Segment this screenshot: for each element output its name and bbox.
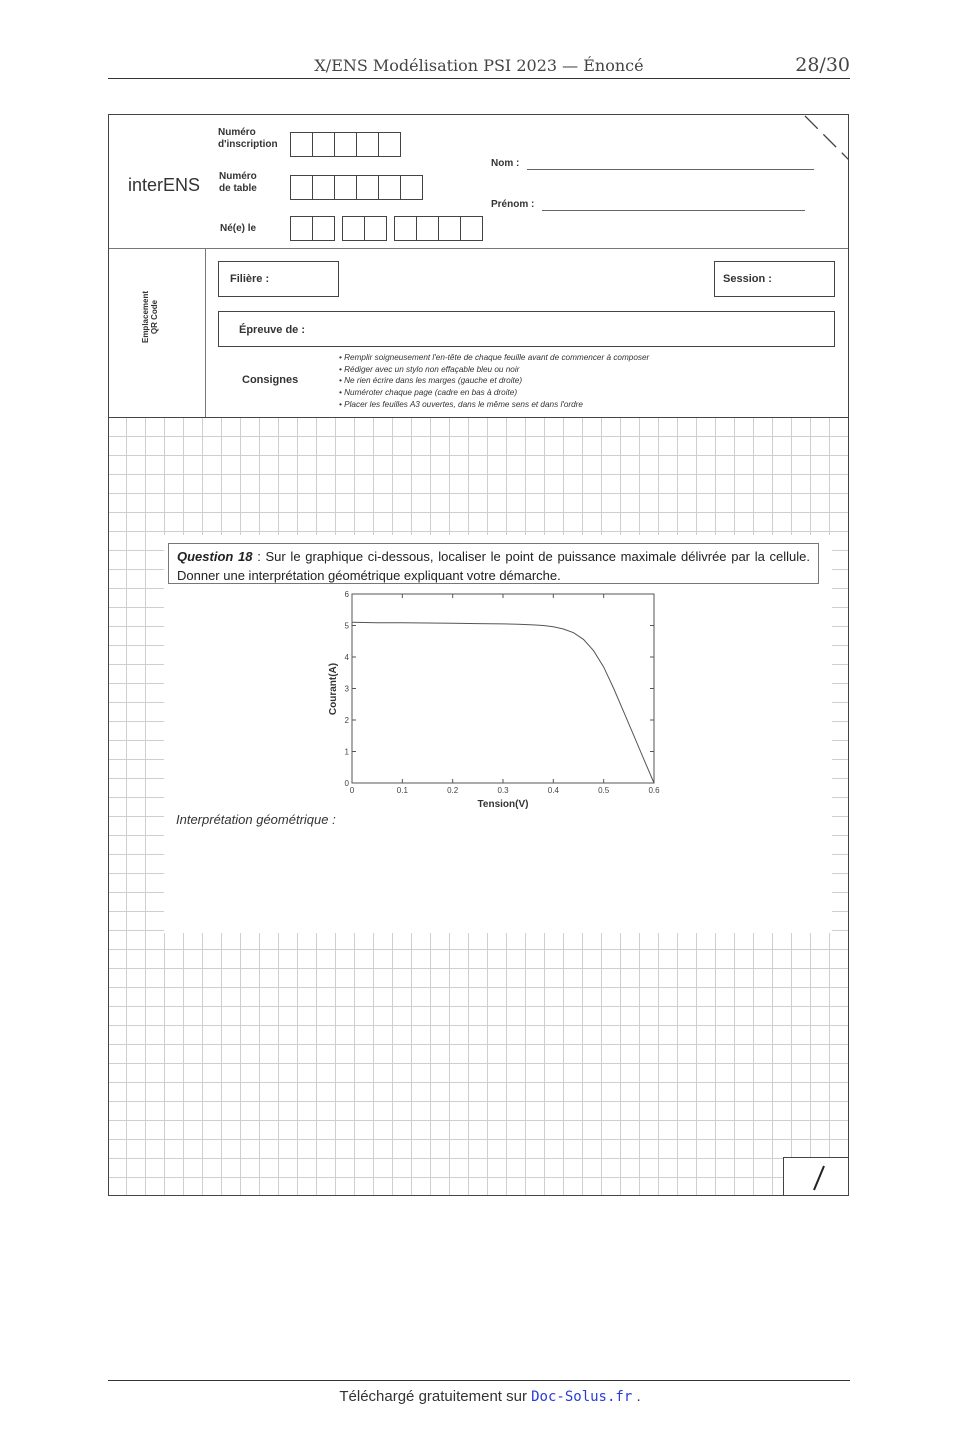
session-label: Session : bbox=[723, 273, 772, 285]
filiere-box[interactable] bbox=[218, 261, 339, 297]
page-number: 28/30 bbox=[795, 54, 850, 76]
y-tick-label: 2 bbox=[344, 716, 349, 725]
date-month-boxes[interactable] bbox=[343, 216, 387, 241]
form-divider bbox=[109, 248, 848, 249]
numero-table-boxes[interactable] bbox=[291, 175, 423, 200]
footer-link[interactable]: Doc-Solus.fr bbox=[531, 1389, 633, 1405]
question-box bbox=[168, 543, 819, 584]
x-tick-label: 0 bbox=[349, 786, 355, 795]
y-axis-label: Courant(A) bbox=[328, 662, 339, 716]
page-counter-slash bbox=[784, 1158, 849, 1196]
consigne-item: • Rédiger avec un stylo non effaçable bleu ou noir bbox=[339, 364, 520, 374]
page-counter-box[interactable] bbox=[783, 1157, 849, 1196]
corner-mark bbox=[799, 115, 849, 165]
qr-column-divider bbox=[205, 248, 206, 417]
epreuve-label: Épreuve de : bbox=[239, 324, 306, 336]
date-naissance-label: Né(e) le bbox=[220, 223, 257, 234]
nom-field[interactable] bbox=[527, 169, 814, 170]
prenom-field[interactable] bbox=[542, 210, 805, 211]
x-tick-label: 0.4 bbox=[547, 786, 559, 795]
page-header bbox=[108, 54, 850, 79]
x-tick-label: 0.1 bbox=[396, 786, 408, 795]
x-tick-label: 0.2 bbox=[447, 786, 459, 795]
footer-divider bbox=[108, 1380, 850, 1381]
y-tick-label: 4 bbox=[344, 653, 349, 662]
answer-sheet bbox=[108, 114, 849, 1196]
consignes-title: Consignes bbox=[242, 374, 299, 386]
date-day-boxes[interactable] bbox=[291, 216, 335, 241]
date-year-boxes[interactable] bbox=[395, 216, 483, 241]
y-tick-label: 0 bbox=[344, 779, 349, 788]
session-box[interactable] bbox=[714, 261, 835, 297]
epreuve-box[interactable] bbox=[218, 311, 835, 347]
iv-curve-chart bbox=[314, 585, 674, 811]
consigne-item: • Placer les feuilles A3 ouvertes, dans le même sens et dans l'ordre bbox=[339, 399, 583, 409]
consignes-list bbox=[339, 352, 649, 411]
x-tick-label: 0.6 bbox=[648, 786, 660, 795]
question-label: Question 18 bbox=[177, 549, 253, 564]
y-tick-label: 1 bbox=[344, 747, 349, 757]
qr-code-label: Emplacement QR Code bbox=[141, 290, 159, 344]
footer-end: . bbox=[632, 1388, 641, 1405]
interens-logo: interENS bbox=[128, 175, 201, 195]
y-tick-label: 5 bbox=[344, 621, 349, 631]
x-axis-label: Tension(V) bbox=[477, 799, 529, 810]
y-tick-label: 6 bbox=[344, 590, 349, 599]
numero-inscription-boxes[interactable] bbox=[291, 132, 401, 157]
prenom-label: Prénom : bbox=[491, 199, 535, 210]
x-tick-label: 0.3 bbox=[497, 786, 509, 795]
nom-label: Nom : bbox=[491, 158, 520, 169]
document-title: X/ENS Modélisation PSI 2023 — Énoncé bbox=[314, 56, 644, 75]
numero-inscription-label: Numéro d'inscription bbox=[218, 127, 278, 150]
question-text: : Sur le graphique ci-dessous, localiser le point de puissance maximale délivrée par la cellule. Donner une interprétation géométrique expliquant votre démarche. bbox=[177, 549, 810, 583]
footer bbox=[0, 1388, 980, 1405]
numero-table-label: Numéro de table bbox=[219, 171, 257, 194]
y-tick-label: 3 bbox=[344, 684, 349, 694]
interpretation-label: Interprétation géométrique : bbox=[176, 812, 336, 827]
form-header bbox=[109, 115, 848, 418]
consigne-item: • Remplir soigneusement l'en-tête de chaque feuille avant de commencer à composer bbox=[339, 353, 650, 362]
filiere-label: Filière : bbox=[230, 273, 270, 285]
x-tick-label: 0.5 bbox=[598, 786, 610, 795]
consigne-item: • Numéroter chaque page (cadre en bas à droite) bbox=[339, 388, 518, 398]
footer-text: Téléchargé gratuitement sur bbox=[339, 1388, 532, 1405]
consigne-item: • Ne rien écrire dans les marges (gauche et droite) bbox=[339, 376, 523, 386]
